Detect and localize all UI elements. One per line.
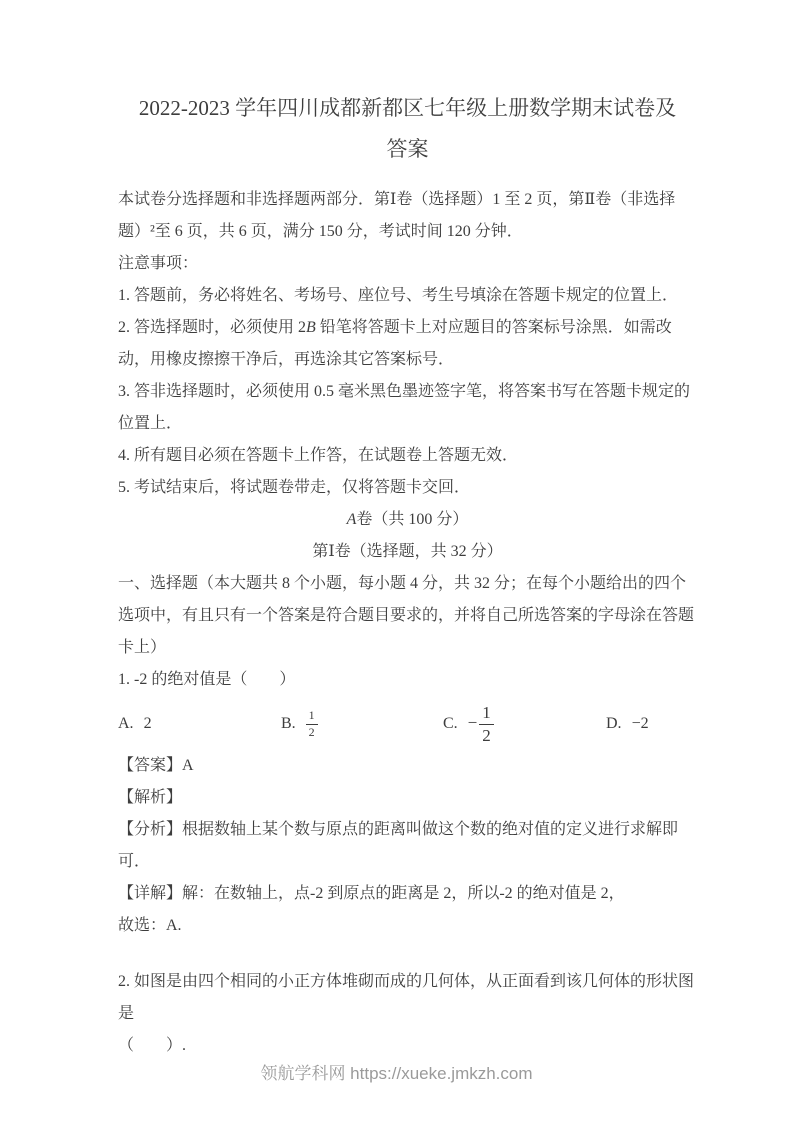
question-2-block [118,966,697,1062]
document-content [0,88,793,1062]
option-b-fraction [306,709,318,740]
question-1-detail: 【详解】解：在数轴上，点-2 到原点的距离是 2，所以-2 的绝对值是 2， [118,885,625,903]
question-1-options-row [118,698,697,750]
option-c-expression [468,703,494,745]
option-c-label: C. [443,715,458,733]
question-1-answer: 【答案】A [118,757,194,775]
note-item-1: 1. 答题前，务必将姓名、考场号、座位号、考生号填涂在答题卡规定的位置上． [118,287,679,305]
notes-heading: 注意事项： [118,255,199,273]
document-title [118,88,697,170]
option-b-label: B. [281,715,296,733]
question-1-option-a [118,698,152,750]
question-1-analysis-tag: 【解析】 [118,789,183,807]
question-1-analysis: 【分析】根据数轴上某个数与原点的距离叫做这个数的绝对值的定义进行求解即可． [118,821,679,871]
question-2-stem-line1: 2. 如图是由四个相同的小正方体堆砌而成的几何体，从正面看到该几何体的形状图是 [118,973,695,1023]
question-2-stem-line2: （ ）. [118,1037,187,1055]
section-a-rest: 卷（共 100 分） [356,511,469,529]
note-item-2-pre: 2. 答选择题时，必须使用 2 [118,319,307,337]
question-1-option-d [606,698,649,750]
question-1-option-b [281,698,318,750]
option-d-label: D. [606,715,622,733]
option-c-fraction-denominator: 2 [482,725,491,745]
option-a-value: 2 [143,715,152,733]
note-item-3: 3. 答非选择题时，必须使用 0.5 毫米黑色墨迹签字笔，将答案书写在答题卡规定的位置上． [118,383,691,433]
option-b-fraction-denominator: 2 [308,724,315,739]
document-title-line2: 答案 [386,137,429,161]
question-1-stem: 1. -2 的绝对值是（ ） [118,671,296,689]
exam-intro-paragraph: 本试卷分选择题和非选择题两部分．第Ⅰ卷（选择题）1 至 2 页，第Ⅱ卷（非选择题）²至 6 页，共 6 页，满分 150 分，考试时间 120 分钟． [118,191,676,241]
part1-heading: 第Ⅰ卷（选择题，共 32 分） [312,543,503,561]
option-c-fraction [479,703,494,745]
note-item-5: 5. 考试结束后，将试题卷带走，仅将答题卡交回． [118,479,471,497]
question-1-conclusion: 故选：A. [118,917,182,935]
document-title-line1: 2022-2023 学年四川成都新都区七年级上册数学期末试卷及 [138,96,677,120]
option-c-minus-sign: − [467,712,478,732]
section-a-heading [118,504,697,536]
section-a-letter: A [346,511,357,529]
question-1-option-c [443,698,494,750]
note-item-4: 4. 所有题目必须在答题卡上作答，在试题卷上答题无效． [118,447,519,465]
section-one-intro: 一、选择题（本大题共 8 个小题，每小题 4 分，共 32 分；在每个小题给出的四个选项中，有且只有一个答案是符合题目要求的，并将自己所选答案的字母涂在答题卡上） [118,575,695,657]
note-item-2 [118,312,697,376]
option-a-label: A. [118,715,134,733]
note-item-2-post: 铅笔将答题卡上对应题目的答案标号涂黑．如需改动，用橡皮擦擦干净后，再选涂其它答案标号． [118,319,672,369]
watermark-site-text: 领航学科网 https://xueke.jmkzh.com [260,1064,533,1083]
note-item-2-pencil-grade: B [306,319,316,337]
option-c-fraction-numerator: 1 [479,703,494,725]
option-b-fraction-numerator: 1 [306,709,318,725]
watermark-footer [0,1062,793,1086]
option-d-value: −2 [631,715,649,733]
